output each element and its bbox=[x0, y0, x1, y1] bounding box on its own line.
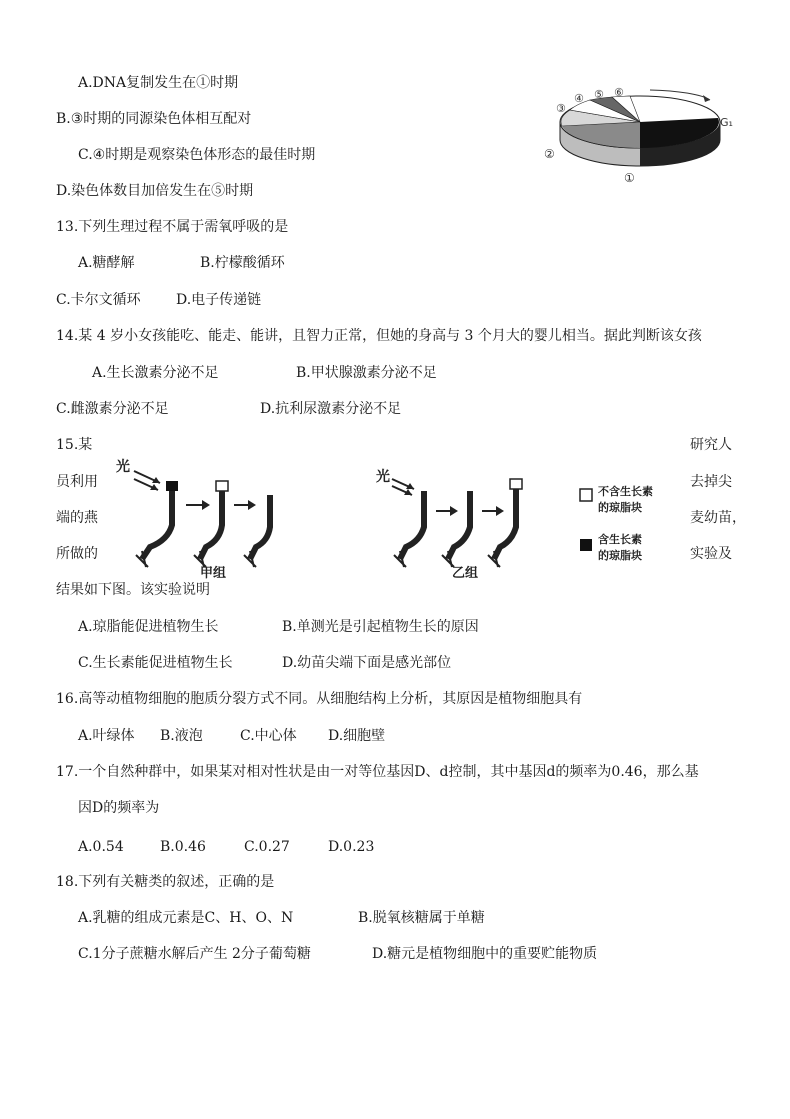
legend-filled-line2: 的琼脂块 bbox=[598, 549, 642, 562]
q14-option-a: A.生长激素分泌不足 bbox=[92, 365, 219, 381]
legend-empty-block bbox=[580, 489, 592, 501]
q14-option-c: C.雌激素分泌不足 bbox=[56, 401, 169, 417]
q13-stem: 13.下列生理过程不属于需氧呼吸的是 bbox=[56, 219, 289, 235]
q16-option-a: A.叶绿体 bbox=[78, 728, 135, 744]
q17-option-a: A.0.54 bbox=[78, 839, 124, 855]
q15-option-d: D.幼苗尖端下面是感光部位 bbox=[282, 655, 452, 671]
seedling-b2 bbox=[448, 491, 470, 559]
q18-option-a: A.乳糖的组成元素是C、H、O、N bbox=[78, 910, 294, 926]
q18-option-b: B.脱氧核糖属于单糖 bbox=[358, 910, 485, 926]
seedling-b1 bbox=[400, 491, 424, 559]
q16-stem: 16.高等动植物细胞的胞质分裂方式不同。从细胞结构上分析，其原因是植物细胞具有 bbox=[56, 691, 583, 707]
q17-option-b: B.0.46 bbox=[160, 839, 206, 855]
group-a bbox=[116, 458, 270, 580]
q14-stem: 14.某 4 岁小女孩能吃、能走、能讲，且智力正常，但她的身高与 3 个月大的婴儿相当。据此判断该女孩 bbox=[56, 328, 702, 344]
block-a2 bbox=[216, 481, 228, 491]
group-b-label: 乙组 bbox=[452, 566, 479, 580]
legend-filled-line1: 含生长素 bbox=[598, 533, 642, 546]
label-g1: G₁ bbox=[720, 116, 733, 129]
label-6: ⑥ bbox=[614, 86, 624, 99]
q13-option-b: B.柠檬酸循环 bbox=[200, 255, 285, 271]
label-2: ② bbox=[544, 147, 555, 161]
cell-cycle-figure bbox=[540, 82, 740, 192]
q15-line5: 结果如下图。该实验说明 bbox=[56, 582, 210, 598]
label-1: ① bbox=[624, 171, 635, 185]
legend-filled-block bbox=[580, 539, 592, 551]
q18-stem: 18.下列有关糖类的叙述，正确的是 bbox=[56, 874, 275, 890]
q15-line4-left: 所做的 bbox=[56, 546, 98, 562]
q15-option-b: B.单测光是引起植物生长的原因 bbox=[282, 619, 479, 635]
light-label-b: 光 bbox=[376, 469, 390, 485]
q15-option-c: C.生长素能促进植物生长 bbox=[78, 655, 233, 671]
q15-line3-left: 端的燕 bbox=[56, 510, 98, 526]
q16-option-d: D.细胞壁 bbox=[328, 728, 386, 744]
q15-option-a: A.琼脂能促进植物生长 bbox=[78, 619, 219, 635]
seedling-a1 bbox=[142, 487, 172, 559]
light-label-a: 光 bbox=[116, 459, 130, 475]
q17-option-c: C.0.27 bbox=[244, 839, 290, 855]
label-5: ⑤ bbox=[594, 88, 604, 101]
q16-option-b: B.液泡 bbox=[160, 728, 203, 744]
seedling-a2 bbox=[200, 487, 222, 559]
q17-stem-line1: 17.一个自然种群中，如果某对相对性状是由一对等位基因D、d控制，其中基因d的频率为0.46，那么基 bbox=[56, 764, 699, 780]
q17-option-d: D.0.23 bbox=[328, 839, 375, 855]
q12-option-a: A.DNA复制发生在①时期 bbox=[78, 75, 239, 91]
label-4: ④ bbox=[574, 92, 584, 105]
q14-option-b: B.甲状腺激素分泌不足 bbox=[296, 365, 437, 381]
q15-line3-right: 麦幼苗， bbox=[690, 510, 746, 526]
q12-option-c: C.④时期是观察染色体形态的最佳时期 bbox=[78, 147, 316, 163]
seedling-b3 bbox=[494, 485, 516, 559]
q12-option-b: B.③时期的同源染色体相互配对 bbox=[56, 111, 252, 127]
q15-line1-right: 研究人 bbox=[690, 437, 732, 453]
q14-option-d: D.抗利尿激素分泌不足 bbox=[260, 401, 402, 417]
q18-option-c: C.1分子蔗糖水解后产生 2分子葡萄糖 bbox=[78, 946, 311, 962]
q13-option-c: C.卡尔文循环 bbox=[56, 292, 141, 308]
group-a-label: 甲组 bbox=[200, 566, 227, 580]
legend bbox=[580, 484, 653, 562]
q12-option-d: D.染色体数目加倍发生在⑤时期 bbox=[56, 183, 254, 199]
q15-line1-left: 15.某 bbox=[56, 437, 93, 453]
block-a1 bbox=[166, 481, 178, 491]
label-3: ③ bbox=[556, 102, 566, 115]
q17-stem-line2: 因D的频率为 bbox=[78, 800, 160, 816]
oat-experiment-figure bbox=[110, 455, 670, 580]
q18-option-d: D.糖元是植物细胞中的重要贮能物质 bbox=[372, 946, 598, 962]
group-b bbox=[376, 468, 522, 580]
legend-empty-line1: 不含生长素 bbox=[598, 485, 653, 498]
q16-option-c: C.中心体 bbox=[240, 728, 297, 744]
block-b3 bbox=[510, 479, 522, 489]
legend-empty-line2: 的琼脂块 bbox=[598, 501, 642, 514]
q15-line4-right: 实验及 bbox=[690, 546, 732, 562]
q15-line2-left: 员利用 bbox=[56, 474, 98, 490]
q13-option-a: A.糖酵解 bbox=[78, 255, 135, 271]
q13-option-d: D.电子传递链 bbox=[176, 292, 262, 308]
q15-line2-right: 去掉尖 bbox=[690, 474, 732, 490]
